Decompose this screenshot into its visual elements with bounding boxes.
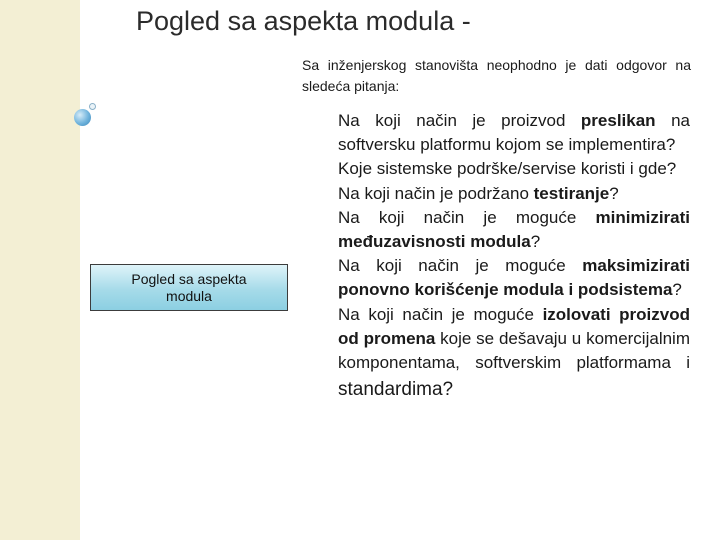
slide-title: Pogled sa aspekta modula - bbox=[136, 6, 471, 36]
module-view-box bbox=[90, 264, 288, 311]
question-6-final-word: standardima? bbox=[338, 379, 454, 401]
small-bubble-icon bbox=[89, 103, 96, 110]
question-1: Na koji način je proizvod preslikan na softversku platformu kojom se implementira? bbox=[338, 111, 690, 155]
intro-text: Sa inženjerskog stanovišta neophodno je dati odgovor na sledeća pitanja: bbox=[302, 57, 691, 94]
question-2: Koje sistemske podrške/servise koristi i gde? bbox=[338, 159, 677, 179]
question-list bbox=[338, 109, 690, 405]
large-bubble-icon bbox=[74, 109, 91, 126]
question-4: Na koji način je moguće minimizirati međuzavisnosti modula? bbox=[338, 207, 690, 252]
question-3: Na koji način je podržano testiranje? bbox=[338, 183, 619, 203]
question-6: Na koji način je moguće izolovati proizvod od promena koje se dešavaju u komercijalnim komponentama, softverskim platformama i bbox=[338, 304, 690, 373]
question-5: Na koji način je moguće maksimizirati ponovno korišćenje modula i podsistema? bbox=[338, 256, 690, 300]
module-view-box-label: Pogled sa aspekta modula bbox=[131, 270, 247, 304]
left-decorative-band bbox=[0, 0, 80, 540]
